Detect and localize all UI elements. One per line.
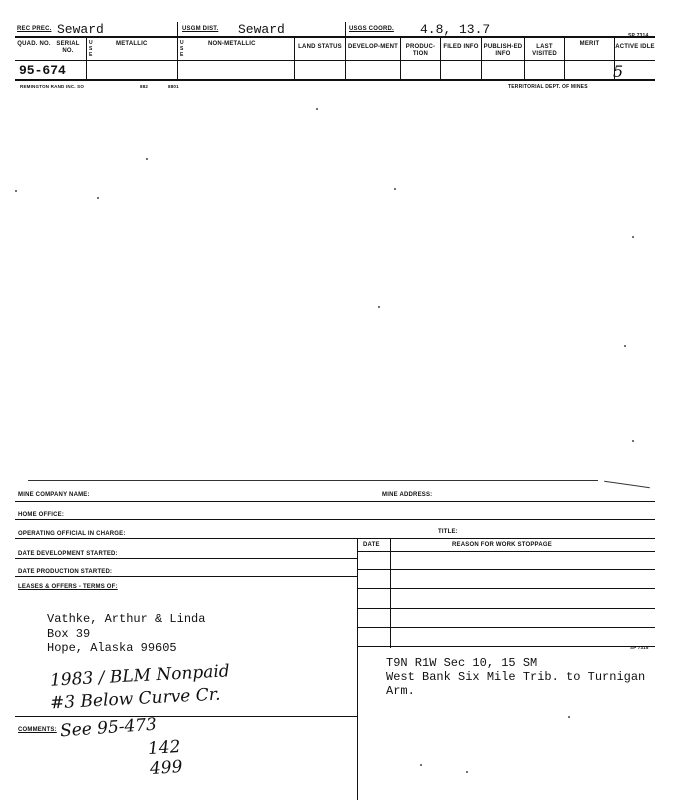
date-production-started-label: DATE PRODUCTION STARTED: xyxy=(18,569,113,575)
rule xyxy=(15,519,655,520)
scan-speck xyxy=(466,771,468,773)
col-land-status: LAND STATUS xyxy=(298,44,342,50)
leases-offers-label: LEASES & OFFERS - TERMS OF: xyxy=(18,584,118,590)
bottom-form-number: SP 7315 xyxy=(630,645,649,650)
scan-speck xyxy=(632,236,634,238)
printer-line: REMINGTON RAND INC. SO xyxy=(20,84,85,89)
operating-official-label: OPERATING OFFICIAL IN CHARGE: xyxy=(18,531,126,537)
top-rule-3 xyxy=(15,79,655,81)
top-rule-1 xyxy=(15,36,655,38)
scan-speck xyxy=(15,190,17,192)
stoppage-row-line xyxy=(357,608,655,609)
stoppage-row-line xyxy=(357,569,655,570)
usgs-coord-value: 4.8, 13.7 xyxy=(420,22,491,37)
owner-box: Box 39 xyxy=(47,627,91,641)
quad-serial-value: 95-674 xyxy=(19,63,66,78)
scan-speck xyxy=(568,716,570,718)
card-edge-corner xyxy=(604,481,650,488)
stoppage-row-line xyxy=(357,588,655,589)
rule xyxy=(357,551,655,552)
rule xyxy=(15,576,357,577)
col-use-nonmetallic: U S E xyxy=(180,40,184,58)
comments-hand-line-2: 142 xyxy=(147,736,182,760)
rec-prec-value: Seward xyxy=(57,22,104,37)
top-rule-2 xyxy=(15,60,655,61)
stoppage-col-line xyxy=(390,538,391,648)
card-edge xyxy=(28,480,598,481)
mine-company-name-label: MINE COMPANY NAME: xyxy=(18,492,90,498)
stoppage-col-line xyxy=(357,538,358,648)
comments-hand-line-1: See 95-473 xyxy=(59,714,158,742)
usgs-coord-label: USGS COORD. xyxy=(349,26,394,32)
scan-speck xyxy=(316,108,318,110)
stoppage-date-label: DATE xyxy=(363,542,380,548)
mine-address-label: MINE ADDRESS: xyxy=(382,492,433,498)
col-filed-info: FILED INFO xyxy=(443,44,479,50)
col-serial-no: SERIAL NO. xyxy=(56,41,80,54)
printer-code-2: 8801 xyxy=(168,84,179,89)
scan-speck xyxy=(97,197,99,199)
comments-label: COMMENTS: xyxy=(18,727,57,733)
col-line xyxy=(440,36,441,79)
scan-speck xyxy=(420,764,422,766)
rule xyxy=(15,538,655,539)
location-line-2: West Bank Six Mile Trib. to Turnigan xyxy=(386,670,646,684)
col-merit: MERIT xyxy=(579,41,600,47)
col-development: DEVELOP-MENT xyxy=(347,44,399,50)
handwritten-note-line-2: #3 Below Curve Cr. xyxy=(49,684,221,714)
rec-prec-label: REC PREC. xyxy=(17,26,52,32)
territorial-dept-footer: TERRITORIAL DEPT. OF MINES xyxy=(508,84,588,90)
top-form-number: SP 7314 xyxy=(628,33,649,39)
scan-speck xyxy=(632,440,634,442)
col-quad-no: QUAD. NO. xyxy=(17,41,51,47)
rule xyxy=(15,716,357,717)
col-published-info: PUBLISH-ED INFO xyxy=(483,44,523,57)
stoppage-reason-label: REASON FOR WORK STOPPAGE xyxy=(452,542,552,548)
col-line xyxy=(86,36,87,79)
date-development-started-label: DATE DEVELOPMENT STARTED: xyxy=(18,551,118,557)
col-metallic: METALLIC xyxy=(116,41,148,47)
owner-name: Vathke, Arthur & Linda xyxy=(47,612,206,626)
scan-speck xyxy=(146,158,148,160)
owner-city: Hope, Alaska 99605 xyxy=(47,641,177,655)
usgs-dist-label: USGM DIST. xyxy=(182,26,219,32)
active-idle-mark: 5 xyxy=(613,62,624,81)
col-production: PRODUC-TION xyxy=(405,44,436,57)
col-non-metallic: NON-METALLIC xyxy=(208,41,256,47)
col-line xyxy=(177,22,178,79)
location-line-3: Arm. xyxy=(386,684,415,698)
col-line xyxy=(294,36,295,79)
col-last-visited: LAST VISITED xyxy=(532,44,557,57)
col-active-idle: ACTIVE IDLE xyxy=(615,44,655,50)
col-use-metallic: U S E xyxy=(89,40,93,58)
rule xyxy=(15,501,655,502)
comments-hand-line-3: 499 xyxy=(149,756,184,780)
scan-speck xyxy=(394,188,396,190)
printer-code-1: 882 xyxy=(140,84,149,89)
scan-speck xyxy=(378,306,380,308)
scan-speck xyxy=(624,345,626,347)
rule xyxy=(15,558,357,559)
stoppage-row-line xyxy=(357,646,655,647)
handwritten-note-line-1: 1983 / BLM Nonpaid xyxy=(49,661,231,691)
stoppage-row-line xyxy=(357,627,655,628)
comments-divider xyxy=(357,648,358,800)
home-office-label: HOME OFFICE: xyxy=(18,512,65,518)
usgs-dist-value: Seward xyxy=(238,22,285,37)
title-label: TITLE: xyxy=(438,529,458,535)
location-line-1: T9N R1W Sec 10, 15 SM xyxy=(386,656,538,670)
